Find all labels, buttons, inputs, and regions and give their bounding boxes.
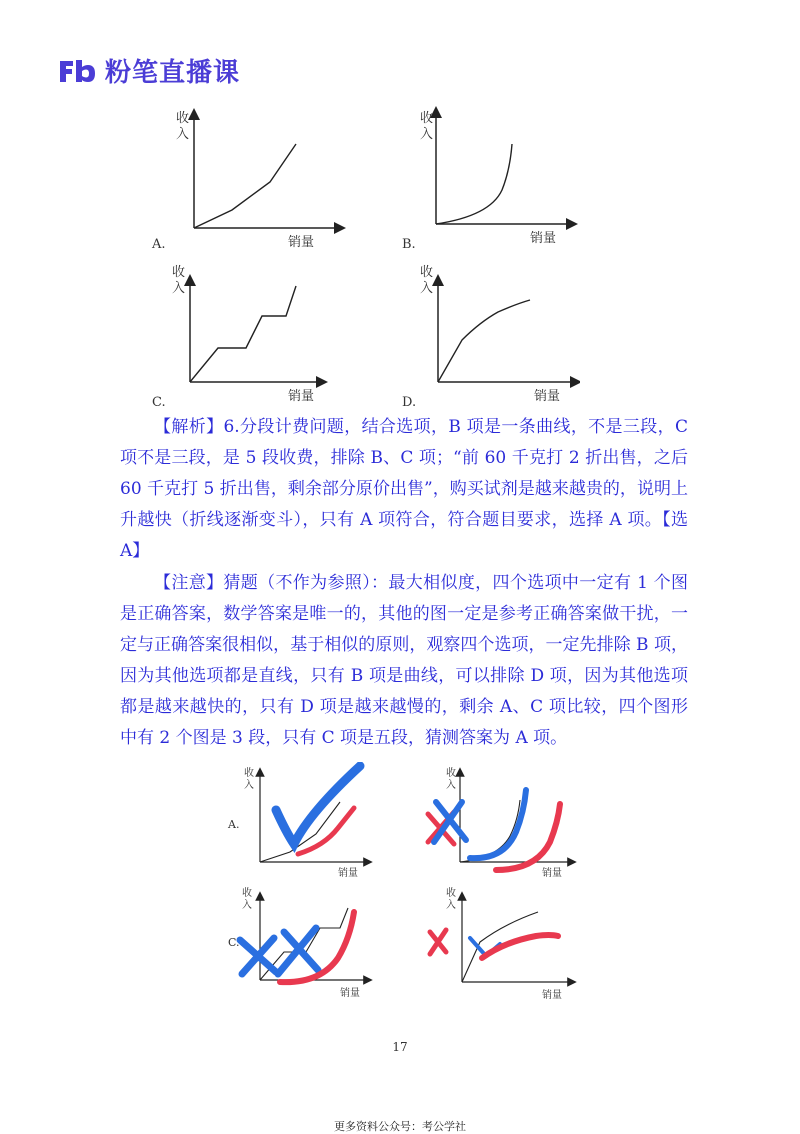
y-label-top: 收: [176, 111, 190, 126]
brand-name: 粉笔直播课: [105, 58, 241, 88]
blue-x-mark: [278, 928, 318, 974]
footer-text: 更多资料公众号：考公学社: [334, 1120, 466, 1133]
y-label-top: 收: [172, 265, 186, 280]
fb-logo-icon: [57, 57, 97, 85]
y-label-bottom: 入: [176, 127, 190, 142]
blue-x-mark: [240, 938, 276, 974]
y-label-bottom: 入: [446, 900, 456, 911]
x-label: 销量: [340, 988, 360, 999]
page-number: 17: [392, 1040, 408, 1054]
red-x-mark: [430, 930, 446, 954]
y-label-bottom: 入: [420, 127, 434, 142]
y-label-bottom: 入: [242, 900, 252, 911]
x-label: 销量: [288, 235, 315, 250]
y-label-bottom: 入: [446, 780, 456, 791]
annotated-graph-d: [430, 886, 572, 1001]
option-letter: C.: [152, 395, 166, 410]
graph-option-a: [151, 110, 340, 252]
blue-curve: [470, 790, 526, 858]
annotated-graph-a: [227, 766, 368, 879]
option-letter: C.: [228, 936, 240, 949]
analysis-paragraph: 【解析】6.分段计费问题，结合选项，B 项是一条曲线，不是三段，C 项不是三段，是 5 段收费，排除 B、C 项；“前 60 千克打 2 折出售，之后 60 千克打 5 折出售，剩余部分原价出售”，购买试剂是越来越贵的，说明上升越快（折线逐渐变斗），只有 A 项符合，符合题目要求，选择 A 项。【选 A】: [120, 417, 688, 561]
red-curve: [496, 804, 560, 870]
note-paragraph: 【注意】猜题（不作为参照）：最大相似度，四个选项中一定有 1 个图是正确答案，数学答案是唯一的，其他的图一定是参考正确答案做干扰，一定与正确答案很相似，基于相似的原则，观察四个选项，一定先排除 B 项，因为其他选项都是直线，只有 B 项是曲线，可以排除 D 项，因为其他选项都是越来越快的，只有 D 项是越来越慢的，剩余 A、C 项比较，四个图形中有 2 个图是 3 段，只有 C 项是五段，猜测答案为 A 项。: [120, 573, 688, 748]
x-label: 销量: [338, 868, 358, 879]
option-letter: A.: [152, 237, 166, 252]
x-label: 销量: [534, 389, 561, 404]
y-label-top: 收: [420, 111, 434, 126]
annotated-graph-c: [228, 886, 368, 999]
annotated-graphs-figure: [220, 762, 590, 1002]
y-label-top: 收: [446, 768, 456, 779]
graph-option-b: [402, 110, 572, 252]
option-letter: A.: [228, 818, 240, 831]
y-label-top: 收: [446, 888, 456, 899]
y-label-top: 收: [420, 265, 434, 280]
y-label-bottom: 入: [172, 281, 186, 296]
blue-checkmark: [276, 766, 360, 844]
option-graphs-figure: [140, 100, 580, 420]
y-label-bottom: 入: [420, 281, 434, 296]
graph-option-d: [402, 264, 576, 410]
annotated-graph-b: [428, 766, 572, 879]
graph-option-c: [152, 264, 322, 410]
x-label: 销量: [288, 389, 315, 404]
option-letter: D.: [402, 395, 417, 410]
x-label: 销量: [530, 231, 557, 246]
option-letter: B.: [402, 237, 416, 252]
x-label: 销量: [542, 990, 562, 1001]
y-label-bottom: 入: [244, 780, 254, 791]
red-curve: [482, 935, 558, 958]
y-label-top: 收: [244, 768, 254, 779]
x-label: 销量: [542, 868, 562, 879]
y-label-top: 收: [242, 888, 252, 899]
brand-logo: [57, 52, 240, 89]
